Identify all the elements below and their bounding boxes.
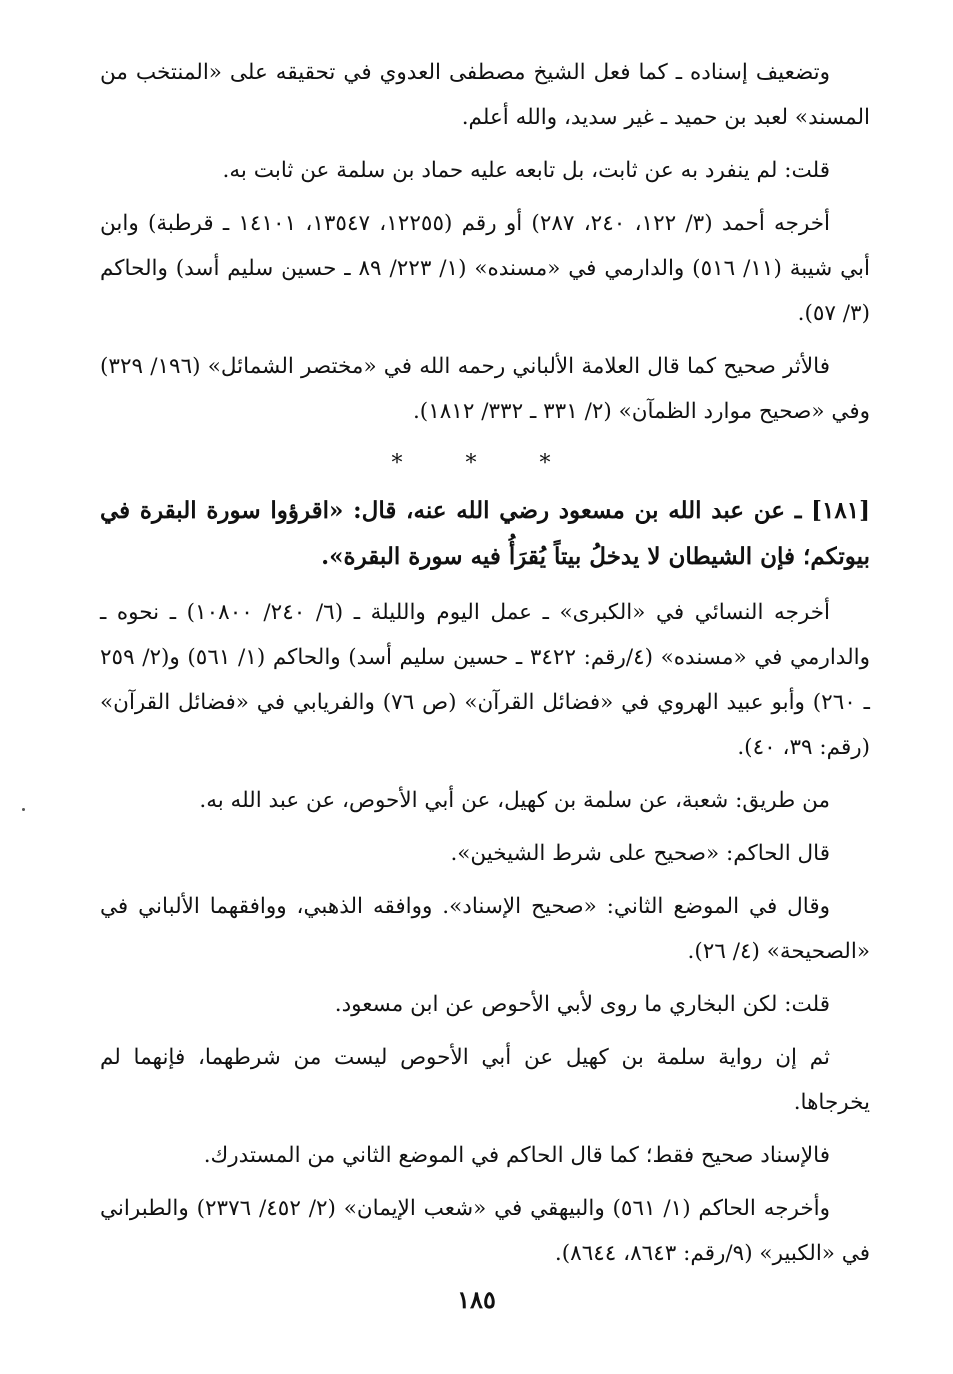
scan-speck bbox=[22, 808, 25, 811]
paragraph-takhrij-ahmad: أخرجه أحمد (٣/ ١٢٢، ٢٤٠، ٢٨٧) أو رقم (١٢٢٥٥، ١٣٥٤٧، ١٤١٠١ ـ قرطبة) وابن أبي شيبة (١١/ ٥١٦) والدارمي في «مسنده» (١/ ٢٢٣/ ٨٩ ـ حسين سليم أسد) والحاكم (٣/ ٥٧). bbox=[100, 211, 871, 326]
paragraph-salama-note: ثم إن رواية سلمة بن كهيل عن أبي الأحوص ليست من شرطهما، فإنهما لم يخرجاها. bbox=[100, 1045, 870, 1115]
page-number: ١٨٥ bbox=[457, 1285, 496, 1314]
paragraph-bukhari-note: قلت: لكن البخاري ما روى لأبي الأحوص عن ابن مسعود. bbox=[334, 992, 830, 1017]
paragraph-second-place-grade: وقال في الموضع الثاني: «صحيح الإسناد». ووافقه الذهبي، ووافقهما الألباني في «الصحيحة» (٤/ ٢٦). bbox=[100, 894, 870, 964]
paragraph-isnad-sahih: فالإسناد صحيح فقط؛ كما قال الحاكم في الموضع الثاني من المستدرك. bbox=[203, 1143, 830, 1168]
paragraph-albani-verdict: فالأثر صحيح كما قال العلامة الألباني رحمه الله في «مختصر الشمائل» (١٩٦/ ٣٢٩) وفي «صحيح موارد الظمآن» (٢/ ٣٣١ ـ ٣٣٢/ ١٨١٢). bbox=[100, 354, 870, 424]
paragraph-takhrij-nasai: أخرجه النسائي في «الكبرى» ـ عمل اليوم والليلة ـ (٦/ ٢٤٠/ ١٠٨٠٠) ـ نحوه ـ والدارمي في «مسنده» (٤/رقم: ٣٤٢٢ ـ حسين سليم أسد) والحاكم (١/ ٥٦١) و(٢/ ٢٥٩ ـ ٢٦٠) وأبو عبيد الهروي في «فضائل القرآن» (ص ٧٦) والفريابي في «فضائل القرآن» (رقم: ٣٩، ٤٠). bbox=[100, 600, 870, 760]
paragraph-qultu-thabit: قلت: لم ينفرد به عن ثابت، بل تابعه عليه حماد بن سلمة عن ثابت به. bbox=[222, 158, 830, 183]
paragraph-adawi-critique: وتضعيف إسناده ـ كما فعل الشيخ مصطفى العدوي في تحقيقه على «المنتخب من المسند» لعبد بن حميد ـ غير سديد، والله أعلم. bbox=[100, 60, 870, 130]
paragraph-takhrij-bayhaqi: وأخرجه الحاكم (١/ ٥٦١) والبيهقي في «شعب الإيمان» (٢/ ٤٥٢/ ٢٣٧٦) والطبراني في «الكبير» (٩/رقم: ٨٦٤٣، ٨٦٤٤). bbox=[100, 1196, 870, 1266]
paragraph-isnad-route: من طريق: شعبة، عن سلمة بن كهيل، عن أبي الأحوص، عن عبد الله به. bbox=[199, 788, 830, 813]
paragraph-hakim-grade: قال الحاكم: «صحيح على شرط الشيخين». bbox=[450, 841, 830, 866]
page-body bbox=[100, 50, 870, 1284]
hadith-181-text: [١٨١] ـ عن عبد الله بن مسعود رضي الله عنه، قال: «اقرؤوا سورة البقرة في بيوتكم؛ فإن الشيطان لا يدخلُ بيتاً يُقرَأُ فيه سورة البقرة». bbox=[100, 497, 870, 570]
section-separator: * * * bbox=[391, 451, 579, 476]
